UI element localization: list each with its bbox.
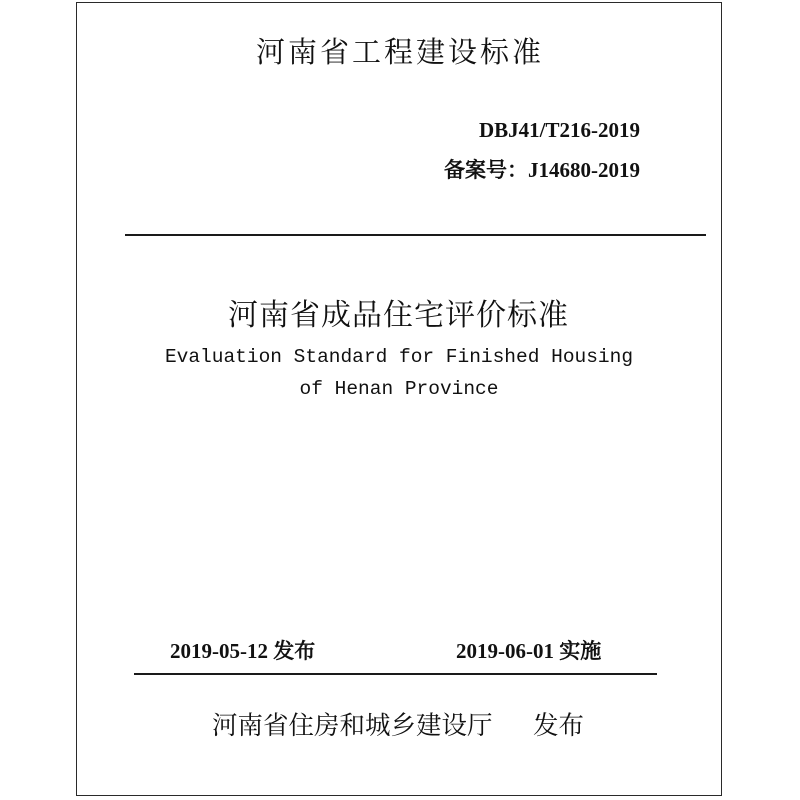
publisher-name: 河南省住房和城乡建设厅 (212, 711, 493, 741)
document-title-en-line2: of Henan Province (299, 378, 499, 400)
top-divider (125, 234, 706, 236)
document-title-en-line1: Evaluation Standard for Finished Housing (164, 346, 634, 368)
standard-code: DBJ41/T216-2019 (478, 118, 640, 142)
issue-date: 2019-05-12 发布 (170, 639, 316, 663)
bottom-divider (134, 673, 657, 675)
publisher-action: 发布 (533, 711, 585, 741)
document-title-zh: 河南省成品住宅评价标准 (228, 298, 569, 333)
standard-series-heading: 河南省工程建设标准 (255, 35, 544, 69)
record-number: 备案号：J14680-2019 (444, 158, 640, 182)
implementation-date: 2019-06-01 实施 (456, 639, 602, 663)
